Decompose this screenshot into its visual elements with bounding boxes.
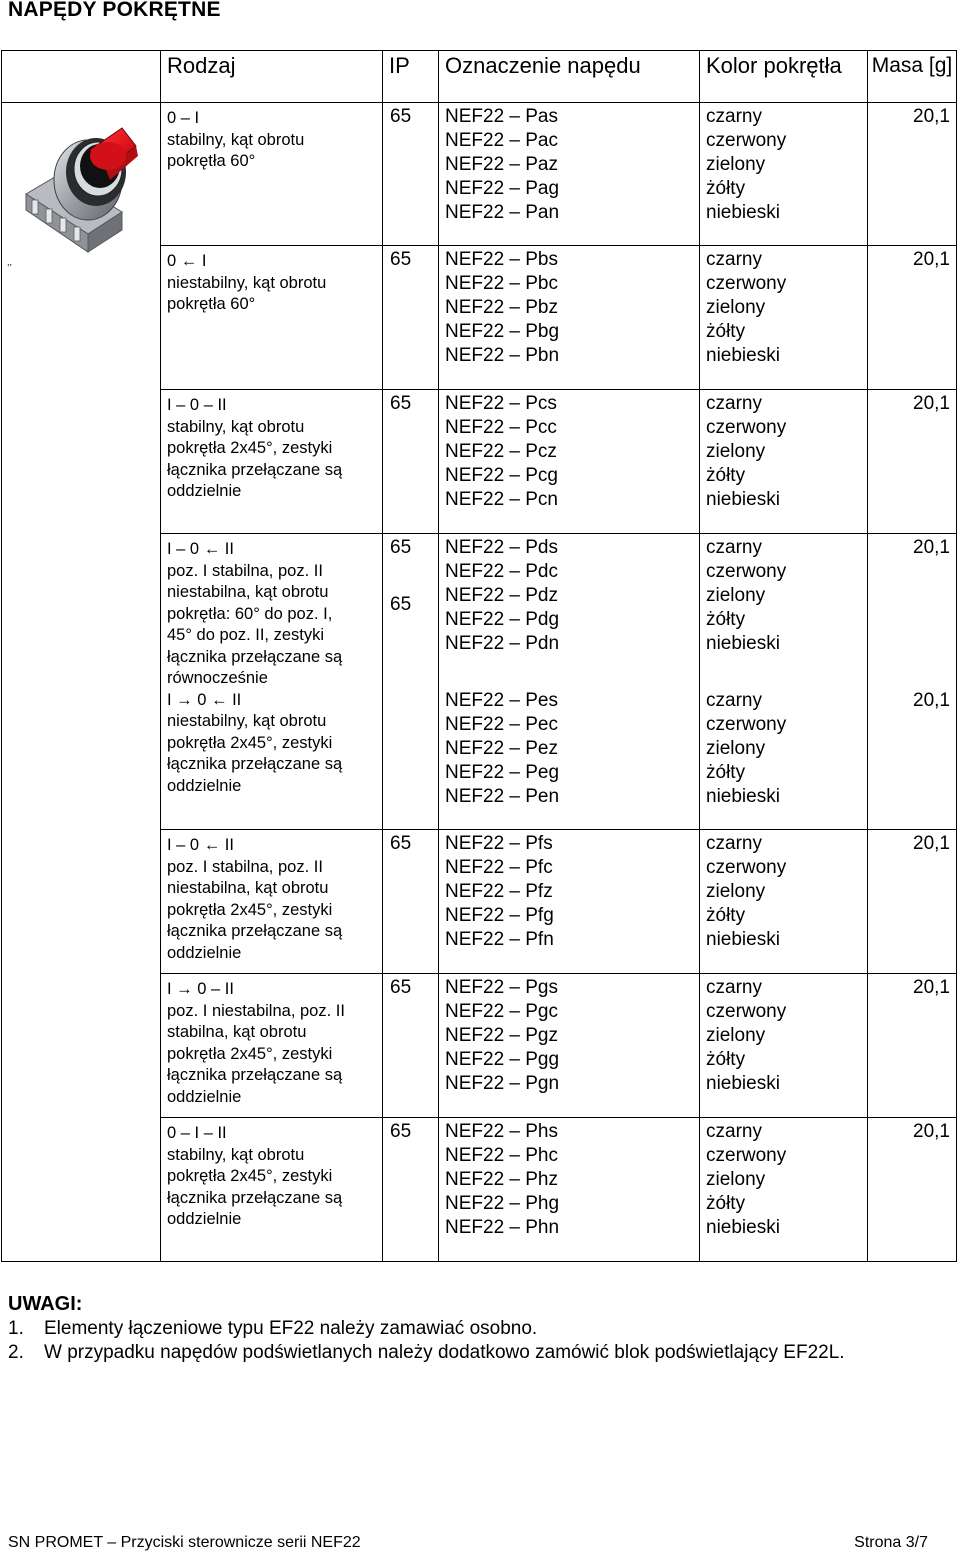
drive-description: 0 – I stabilny, kąt obrotu pokrętła 60° [167, 109, 305, 170]
mass-value: 20,1 [913, 690, 950, 711]
drive-codes: NEF22 – Pbs NEF22 – Pbc NEF22 – Pbz NEF22 – Pbg NEF22 – Pbn [445, 249, 560, 366]
drive-codes: NEF22 – Pfs NEF22 – Pfc NEF22 – Pfz NEF22 – Pfg NEF22 – Pfn [445, 833, 554, 950]
image-cell [2, 830, 161, 974]
mass-value: 20,1 [913, 249, 950, 270]
image-cell [2, 534, 161, 830]
drive-codes: NEF22 – Pes NEF22 – Pec NEF22 – Pez NEF22 – Peg NEF22 – Pen [445, 690, 560, 807]
table-row [2, 534, 957, 830]
knob-colors: czarny czerwony zielony żółty niebieski [706, 106, 787, 223]
masa-cell [868, 974, 957, 1118]
oznaczenie-cell [439, 1118, 700, 1262]
ip-cell [383, 103, 439, 246]
drive-description: I – 0 ← II poz. I stabilna, poz. II niestabilna, kąt obrotu pokrętła 2x45°, zestyki łącznika przełączane są oddzielnie [167, 836, 343, 962]
oznaczenie-cell [439, 390, 700, 534]
masa-cell [868, 390, 957, 534]
oznaczenie-cell [439, 974, 700, 1118]
note-item: 2. W przypadku napędów podświetlanych należy dodatkowo zamówić blok podświetlający EF22L. [8, 1342, 845, 1363]
mass-value: 20,1 [913, 977, 950, 998]
ip-cell [383, 830, 439, 974]
ip-cell [383, 390, 439, 534]
knob-colors: czarny czerwony zielony żółty niebieski [706, 1121, 787, 1238]
image-cell [2, 1118, 161, 1262]
table-row [2, 246, 957, 390]
image-cell [2, 390, 161, 534]
drive-description: 0 ← I niestabilny, kąt obrotu pokrętła 60° [167, 252, 327, 313]
mass-value: 20,1 [913, 833, 950, 854]
header-rodzaj: Rodzaj [161, 51, 383, 103]
footer-page-number: Strona 3/7 [854, 1534, 928, 1551]
oznaczenie-cell [439, 534, 700, 830]
kolor-cell [700, 830, 868, 974]
knob-colors: czarny czerwony zielony żółty niebieski [706, 249, 787, 366]
table-row [2, 1118, 957, 1262]
ip-rating: 65 [390, 833, 412, 854]
image-cell [2, 974, 161, 1118]
rodzaj-cell [161, 103, 383, 246]
mass-value: 20,1 [913, 1121, 950, 1142]
ip-rating: 65 [390, 594, 412, 615]
ip-cell [383, 246, 439, 390]
table-row [2, 390, 957, 534]
rodzaj-cell [161, 246, 383, 390]
table-row [2, 830, 957, 974]
knob-colors: czarny czerwony zielony żółty niebieski [706, 690, 787, 807]
kolor-cell [700, 390, 868, 534]
rodzaj-cell [161, 1118, 383, 1262]
rodzaj-cell [161, 974, 383, 1118]
drive-codes: NEF22 – Pcs NEF22 – Pcc NEF22 – Pcz NEF22 – Pcg NEF22 – Pcn [445, 393, 558, 510]
kolor-cell [700, 1118, 868, 1262]
rodzaj-cell [161, 534, 383, 830]
header-ip: IP [383, 51, 439, 103]
ip-rating: 65 [390, 537, 412, 558]
drive-description: I → 0 ← II niestabilny, kąt obrotu pokrętła 2x45°, zestyki łącznika przełączane są oddzielnie [167, 690, 343, 795]
mass-value: 20,1 [913, 537, 950, 558]
knob-colors: czarny czerwony zielony żółty niebieski [706, 977, 787, 1094]
rodzaj-cell [161, 390, 383, 534]
knob-colors: czarny czerwony zielony żółty niebieski [706, 537, 787, 654]
drive-codes: NEF22 – Pgs NEF22 – Pgc NEF22 – Pgz NEF22 – Pgg NEF22 – Pgn [445, 977, 560, 1094]
ip-rating: 65 [390, 1121, 412, 1142]
masa-cell [868, 103, 957, 246]
masa-cell [868, 1118, 957, 1262]
drive-description: I – 0 ← II poz. I stabilna, poz. II niestabilna, kąt obrotu pokrętła: 60° do poz. I, 45° do poz. II, zestyki łącznika przełączane są równocześnie [167, 540, 343, 687]
masa-cell [868, 830, 957, 974]
kolor-cell [700, 974, 868, 1118]
header-masa: Masa [g] [868, 51, 957, 103]
oznaczenie-cell [439, 246, 700, 390]
note-item: 1. Elementy łączeniowe typu EF22 należy zamawiać osobno. [8, 1318, 538, 1339]
rodzaj-cell [161, 830, 383, 974]
mass-value: 20,1 [913, 393, 950, 414]
image-cell [2, 246, 161, 390]
image-caption: ,, [7, 257, 13, 267]
drive-codes: NEF22 – Pds NEF22 – Pdc NEF22 – Pdz NEF22 – Pdg NEF22 – Pdn [445, 537, 560, 654]
header-oznaczenie: Oznaczenie napędu [439, 51, 700, 103]
notes-section [8, 1293, 845, 1365]
drive-description: I → 0 – II poz. I niestabilna, poz. II stabilna, kąt obrotu pokrętła 2x45°, zestyki łącznika przełączane są oddzielnie [167, 980, 345, 1106]
ip-cell [383, 1118, 439, 1262]
notes-heading: UWAGI: [8, 1293, 83, 1315]
ip-cell [383, 534, 439, 830]
kolor-cell [700, 103, 868, 246]
ip-rating: 65 [390, 249, 412, 270]
oznaczenie-cell [439, 103, 700, 246]
oznaczenie-cell [439, 830, 700, 974]
footer-title: SN PROMET – Przyciski sterownicze serii NEF22 [8, 1534, 361, 1551]
ip-cell [383, 974, 439, 1118]
masa-cell [868, 246, 957, 390]
drive-description: 0 – I – II stabilny, kąt obrotu pokrętła 2x45°, zestyki łącznika przełączane są oddzielnie [167, 1124, 343, 1228]
mass-value: 20,1 [913, 106, 950, 127]
kolor-cell [700, 534, 868, 830]
page-title: NAPĘDY POKRĘTNE [8, 0, 221, 21]
ip-rating: 65 [390, 393, 412, 414]
ip-rating: 65 [390, 977, 412, 998]
knob-colors: czarny czerwony zielony żółty niebieski [706, 833, 787, 950]
kolor-cell [700, 246, 868, 390]
rotary-knob-image [18, 84, 150, 264]
drive-description: I – 0 – II stabilny, kąt obrotu pokrętła 2x45°, zestyki łącznika przełączane są oddzielnie [167, 396, 343, 500]
knob-colors: czarny czerwony zielony żółty niebieski [706, 393, 787, 510]
masa-cell [868, 534, 957, 830]
table-row [2, 974, 957, 1118]
drive-codes: NEF22 – Phs NEF22 – Phc NEF22 – Phz NEF22 – Phg NEF22 – Phn [445, 1121, 560, 1238]
header-kolor: Kolor pokrętła [700, 51, 868, 103]
drive-codes: NEF22 – Pas NEF22 – Pac NEF22 – Paz NEF22 – Pag NEF22 – Pan [445, 106, 560, 223]
ip-rating: 65 [390, 106, 412, 127]
